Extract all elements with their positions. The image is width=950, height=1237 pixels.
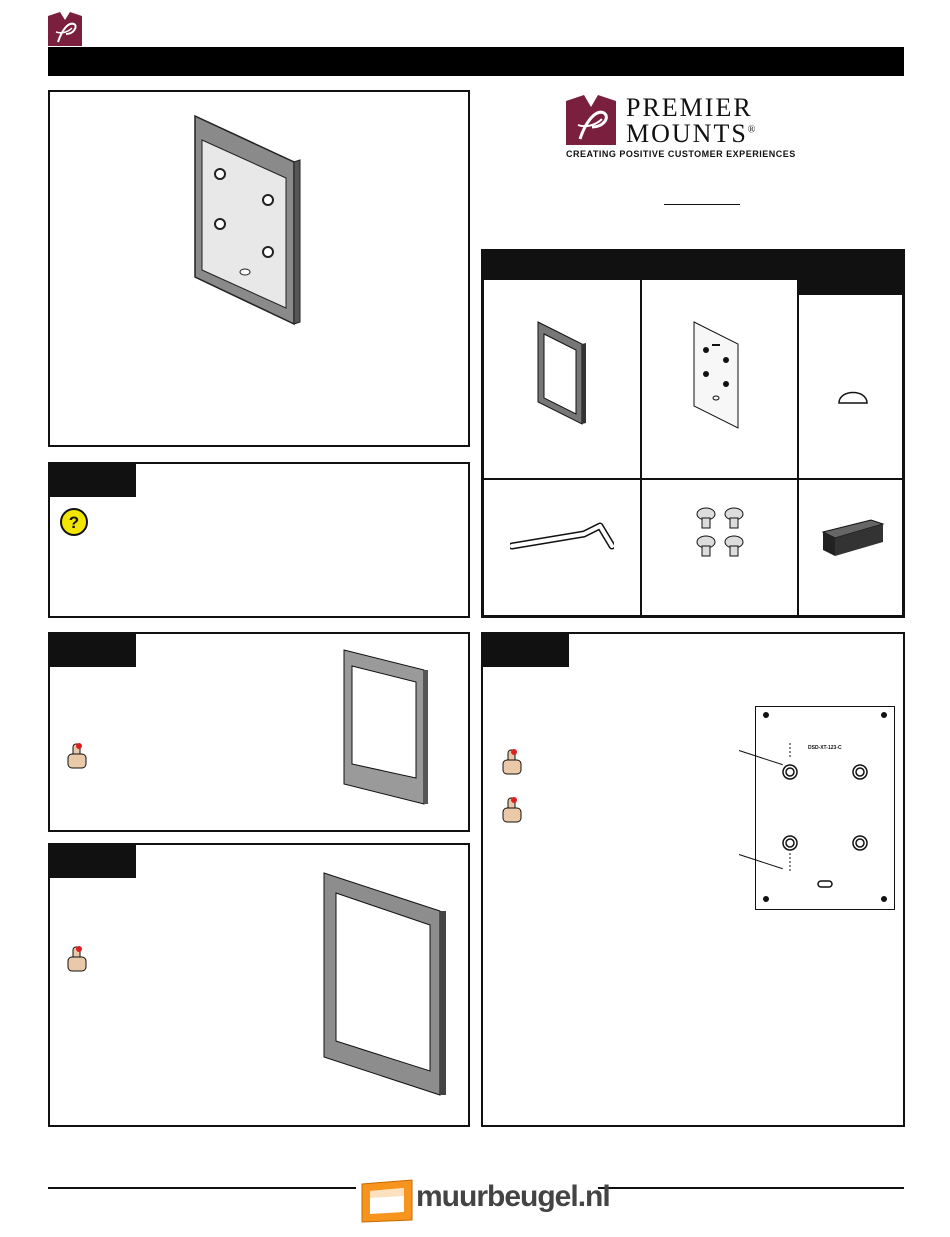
question-icon	[60, 508, 88, 536]
underline-rule	[664, 204, 740, 205]
step2-panel	[48, 843, 470, 1127]
plate-diagram	[755, 706, 895, 910]
parts-table-header-col3	[798, 251, 903, 294]
step1-tab	[50, 634, 136, 667]
mounting-plate-icon	[692, 320, 744, 430]
header-bar	[48, 47, 904, 76]
frame-icon	[536, 320, 588, 426]
note-finger-icon	[66, 945, 88, 973]
product-illustration-panel	[48, 90, 470, 447]
tips-tab	[50, 464, 136, 497]
part-cell-small	[798, 294, 903, 479]
note-finger-icon	[501, 796, 523, 824]
step1-frame-illustration	[340, 648, 436, 806]
step2-frame-illustration	[320, 871, 450, 1097]
footer-site-suffix: .nl	[577, 1180, 610, 1213]
brand-line2: MOUNTS	[626, 119, 748, 148]
part-cell-screws	[641, 479, 798, 616]
tips-panel	[48, 462, 470, 618]
brand-logo	[566, 95, 826, 161]
foam-pad-icon	[821, 516, 885, 560]
note-finger-icon	[501, 748, 523, 776]
brand-logo-icon	[566, 95, 616, 145]
footer-rule-left	[48, 1187, 356, 1189]
part-cell-plate	[641, 279, 798, 479]
plate-label: DSD-XT-123-C	[808, 745, 842, 751]
part-cell-allen-key	[483, 479, 641, 616]
step2-tab	[50, 845, 136, 878]
step1-panel	[48, 632, 470, 832]
note-finger-icon	[66, 742, 88, 770]
brand-line1: PREMIER	[626, 93, 753, 122]
footer-rule-right	[598, 1187, 904, 1189]
part-cell-frame	[483, 279, 641, 479]
footer-site-prefix: muurbeugel	[416, 1180, 578, 1213]
part-cell-foam	[798, 479, 903, 616]
product-frame-illustration	[190, 112, 310, 327]
svg-text:?: ?	[68, 513, 80, 532]
screws-icon	[694, 506, 750, 564]
parts-table	[481, 249, 905, 618]
allen-key-icon	[510, 520, 614, 556]
premier-mounts-p-icon	[48, 12, 82, 46]
footer-logo	[358, 1178, 610, 1226]
picture-frame-icon	[358, 1178, 416, 1224]
step3-panel	[481, 632, 905, 1127]
step3-tab	[483, 634, 569, 667]
small-part-icon	[837, 383, 869, 407]
brand-tagline: CREATING POSITIVE CUSTOMER EXPERIENCES	[566, 149, 796, 159]
registered-mark: ®	[747, 124, 758, 136]
